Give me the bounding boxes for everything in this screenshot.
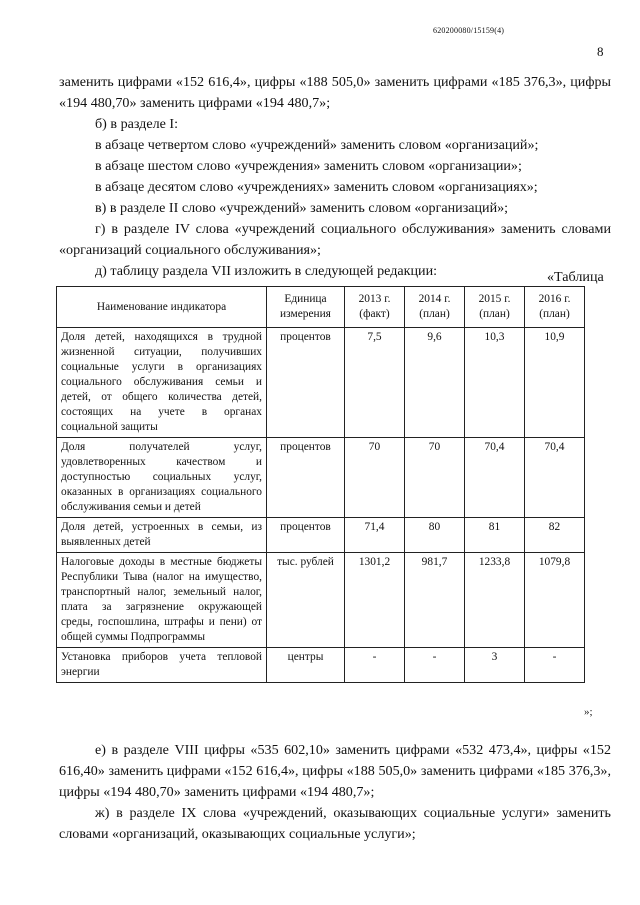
text-block-bottom: [59, 740, 611, 845]
paragraph: б) в разделе I:: [95, 116, 179, 132]
paragraph: д) таблицу раздела VII изложить в следующей редакции:: [95, 263, 438, 279]
unit-cell: процентов: [267, 438, 345, 518]
value-2016: 70,4: [525, 438, 585, 518]
value-2013: 1301,2: [345, 553, 405, 648]
value-2015: 3: [465, 648, 525, 683]
value-2014: 9,6: [405, 328, 465, 438]
value-2014: 981,7: [405, 553, 465, 648]
table-row: [57, 553, 585, 648]
column-header: Единица измерения: [267, 287, 345, 328]
indicator-name: Налоговые доходы в местные бюджеты Республики Тыва (налог на имущество, транспортный налог, земельный налог, плата за загрязнение окружающей среды, госпошлина, штрафы и пени) от общей суммы Подпрограммы: [57, 553, 267, 648]
table-row: [57, 438, 585, 518]
column-header: 2016 г. (план): [525, 287, 585, 328]
value-2016: 82: [525, 518, 585, 553]
unit-cell: процентов: [267, 328, 345, 438]
value-2015: 10,3: [465, 328, 525, 438]
indicator-name: Доля получателей услуг, удовлетворенных качеством и доступностью социальных услуг, оказанных в организациях социального обслуживания семьи и детей: [57, 438, 267, 518]
table-row: [57, 648, 585, 683]
paragraph: е) в разделе VIII цифры «535 602,10» заменить цифрами «532 473,4», цифры «152 616,40» заменить цифрами «152 616,4», цифры «188 505,0» заменить цифрами «185 376,3», цифры «194 480,70» заменить цифрами «194 480,7»;: [59, 742, 611, 800]
value-2014: 70: [405, 438, 465, 518]
value-2015: 81: [465, 518, 525, 553]
value-2014: 80: [405, 518, 465, 553]
table-caption: «Таблица: [547, 269, 604, 285]
column-header: 2014 г. (план): [405, 287, 465, 328]
unit-cell: тыс. рублей: [267, 553, 345, 648]
value-2013: -: [345, 648, 405, 683]
value-2013: 71,4: [345, 518, 405, 553]
indicator-name: Доля детей, находящихся в трудной жизненной ситуации, получивших социальные услуги в организациях социального обслуживания семьи и детей, от общего количества детей, состоящих на учете в органах социальной защиты: [57, 328, 267, 438]
column-header: Наименование индикатора: [57, 287, 267, 328]
indicator-name: Доля детей, устроенных в семьи, из выявленных детей: [57, 518, 267, 553]
paragraph: в абзаце десятом слово «учреждениях» заменить словом «организациях»;: [95, 179, 538, 195]
value-2013: 7,5: [345, 328, 405, 438]
table-row: [57, 328, 585, 438]
column-header: 2013 г. (факт): [345, 287, 405, 328]
paragraph: заменить цифрами «152 616,4», цифры «188 505,0» заменить цифрами «185 376,3», цифры «194 480,70» заменить цифрами «194 480,7»;: [59, 74, 611, 111]
value-2013: 70: [345, 438, 405, 518]
table-header-row: [57, 287, 585, 328]
value-2015: 70,4: [465, 438, 525, 518]
value-2016: 10,9: [525, 328, 585, 438]
value-2015: 1233,8: [465, 553, 525, 648]
paragraph: в абзаце шестом слово «учреждения» заменить словом «организации»;: [95, 158, 522, 174]
document-code: 620200080/15159(4): [433, 26, 505, 35]
value-2016: 1079,8: [525, 553, 585, 648]
text-block-top: [59, 72, 611, 282]
unit-cell: центры: [267, 648, 345, 683]
paragraph: г) в разделе IV слова «учреждений социального обслуживания» заменить словами «организаций социального обслуживания»;: [59, 221, 611, 258]
paragraph: ж) в разделе IX слова «учреждений, оказывающих социальные услуги» заменить словами «организаций, оказывающих социальные услуги»;: [59, 805, 611, 842]
paragraph: в) в разделе II слово «учреждений» заменить словом «организаций»;: [95, 200, 509, 216]
indicator-table: [56, 286, 585, 683]
value-2016: -: [525, 648, 585, 683]
unit-cell: процентов: [267, 518, 345, 553]
column-header: 2015 г. (план): [465, 287, 525, 328]
value-2014: -: [405, 648, 465, 683]
table-end-mark: »;: [584, 706, 593, 718]
paragraph: в абзаце четвертом слово «учреждений» заменить словом «организаций»;: [95, 137, 539, 153]
table-row: [57, 518, 585, 553]
page-number: 8: [597, 44, 604, 59]
indicator-name: Установка приборов учета тепловой энергии: [57, 648, 267, 683]
